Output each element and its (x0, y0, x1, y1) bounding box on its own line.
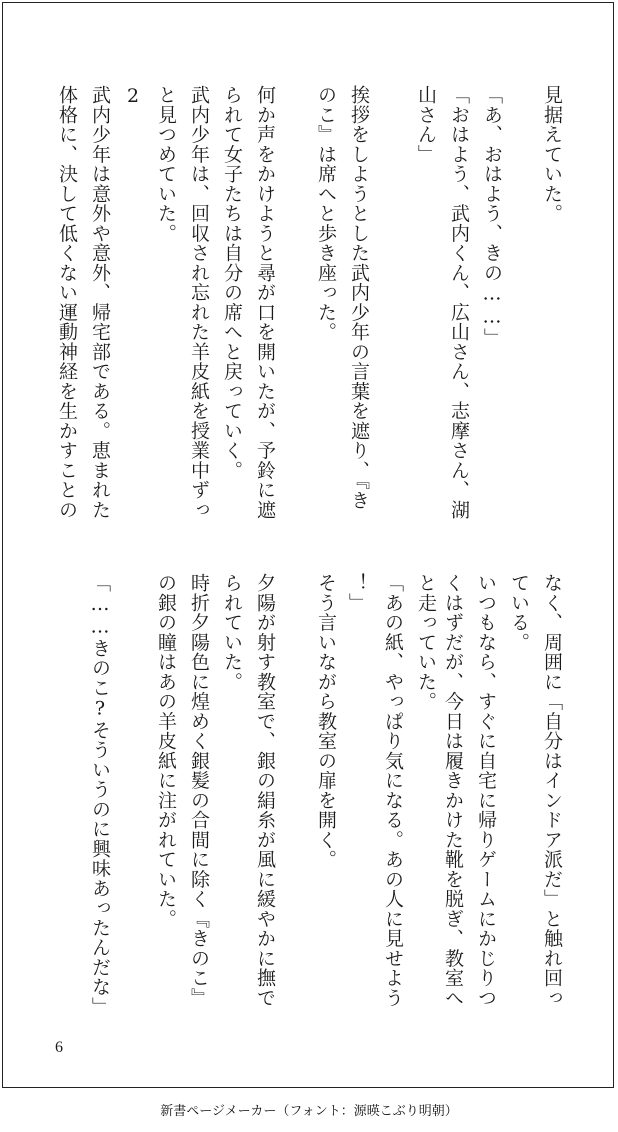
text-column: と見つめていた。 (155, 85, 177, 243)
text-column: 挨拶をしようとした武内少年の言葉を遮り、『き (348, 85, 370, 510)
text-column: そう言いながら教室の扉を開く。 (315, 573, 337, 870)
text-column: 武内少年は、回収され忘れた羊皮紙を授業中ずっ (188, 85, 210, 520)
text-column: の銀の瞳はあの羊皮紙に注がれていた。 (155, 573, 177, 929)
text-column: のこ』は席へと歩き座った。 (315, 85, 337, 342)
text-column: くはずだが、今日は履きかけた靴を脱ぎ、教室へ (442, 573, 464, 1008)
footer-caption: 新書ページメーカー（フォント：源暎こぶり明朝） (160, 1104, 458, 1119)
text-column: 時折夕陽色に煌めく銀髪の合間に除く『きのこ』 (188, 573, 210, 1008)
text-column: ている。 (508, 573, 530, 652)
text-column: 夕陽が射す教室で、銀の絹糸が風に緩やかに撫で (254, 573, 276, 1008)
text-column: られていた。 (221, 573, 243, 692)
book-page (2, 2, 614, 1088)
text-column: 「あの紙、やっぱり気になる。あの人に見せよう (382, 573, 404, 1008)
text-column: 山さん」 (415, 85, 437, 164)
text-column: 「あ、おはよう、きの……」 (481, 85, 503, 348)
text-column: 武内少年は意外や意外、帰宅部である。恵まれた (89, 85, 111, 520)
page-number: 6 (55, 1039, 63, 1056)
text-column: なく、周囲に「自分はインドア派だ」と触れ回っ (541, 573, 563, 1008)
text-column: られて女子たちは自分の席へと戻っていく。 (221, 85, 243, 480)
text-column: ！」 (346, 573, 368, 613)
text-column: いつもなら、すぐに自宅に帰りゲームにかじりつ (475, 573, 497, 1008)
text-column: と走っていた。 (415, 573, 437, 712)
text-column: 「おはよう、武内くん、広山さん、志摩さん、湖 (448, 85, 470, 520)
section-number: 2 (122, 85, 144, 108)
text-column: 体格に、決して低くない運動神経を生かすことの (56, 85, 78, 520)
text-column: 見据えていた。 (541, 85, 563, 224)
text-column: 何か声をかけようと尋が口を開いたが、予鈴に遮 (254, 85, 276, 520)
text-column: 「……きのこ?そういうのに興味あったんだな」 (89, 573, 111, 1017)
